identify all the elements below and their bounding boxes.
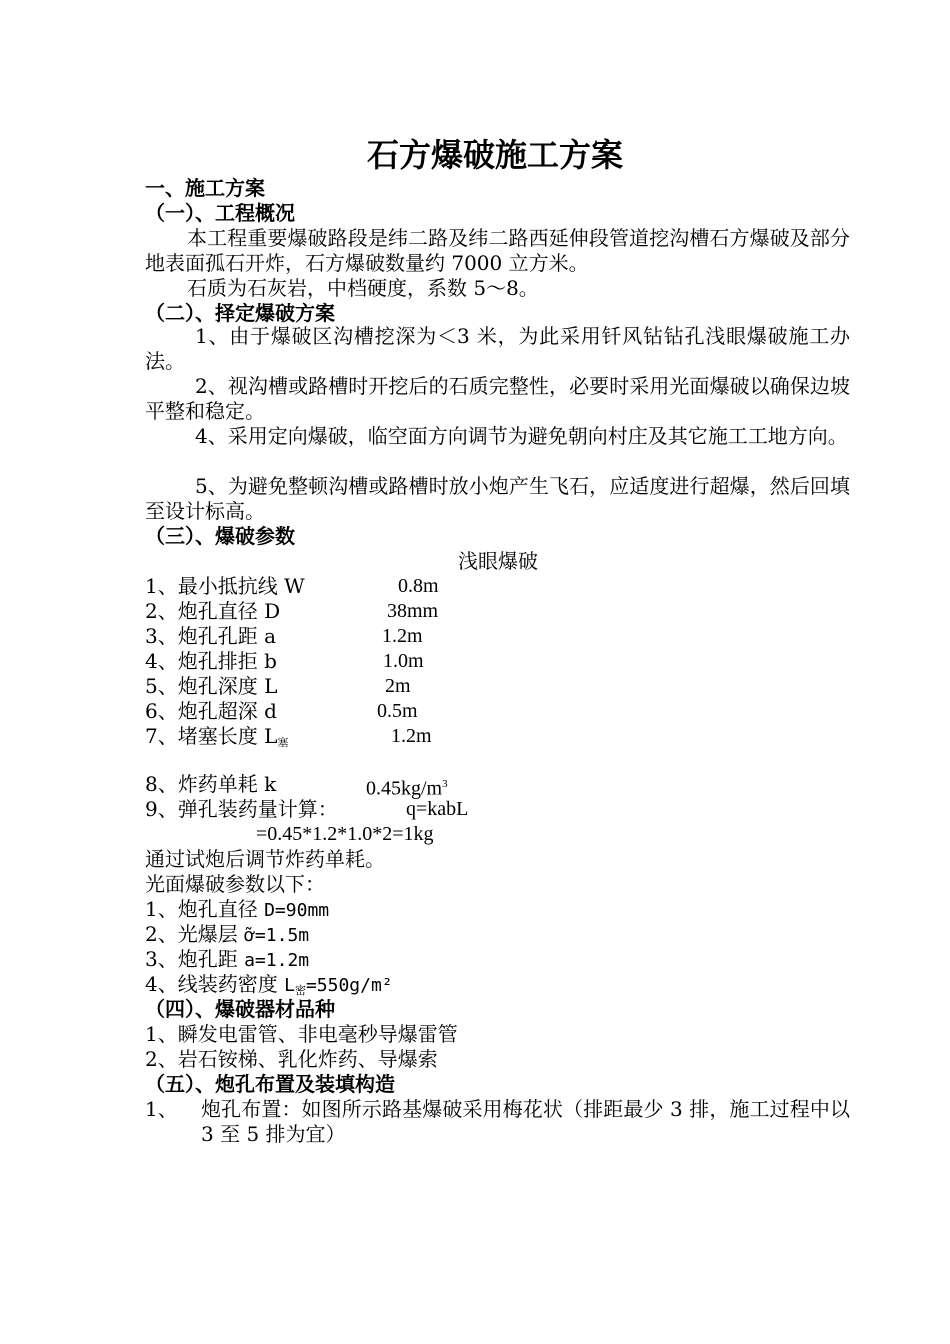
param-label: 4、炮孔排拒 b <box>145 649 277 673</box>
param-value: 1.0m <box>383 650 424 672</box>
smooth-param-value: a=1.2m <box>244 950 310 971</box>
paragraph-rock-type: 石质为石灰岩，中档硬度，系数 5～8。 <box>187 276 539 300</box>
param-value: 0.45kg/m <box>366 777 443 800</box>
paragraph-plan-5: 5、为避免整顿沟槽或路槽时放小炮产生飞石，应适度进行超爆，然后回填至设计标高。 <box>145 474 850 523</box>
paragraph-plan-2: 2、视沟槽或路槽时开挖后的石质完整性，必要时采用光面爆破以确保边坡平整和稳定。 <box>145 374 850 423</box>
param-column-header: 浅眼爆破 <box>458 549 538 573</box>
smooth-param-label: 4、线装药密度 <box>145 972 285 996</box>
material-item: 2、岩石铵梯、乳化炸药、导爆索 <box>145 1047 438 1071</box>
param-value: 38mm <box>387 600 439 622</box>
smooth-param-row <box>145 947 309 973</box>
subsection-heading-overview: （一）、工程概况 <box>145 201 295 225</box>
smooth-param-subscript: 密 <box>294 984 306 997</box>
param-label: 2、炮孔直径 D <box>145 599 281 623</box>
subsection-heading-params: （三）、爆破参数 <box>145 524 295 548</box>
paragraph-hole-layout: 炮孔布置：如图所示路基爆破采用梅花状（排距最少 3 排，施工过程中以 3 至 5 排为宜） <box>201 1097 850 1146</box>
calc-result: =0.45*1.2*1.0*2=1kg <box>256 823 434 845</box>
smooth-param-label: 3、炮孔距 <box>145 947 245 971</box>
paragraph-plan-1: 1、由于爆破区沟槽挖深为＜3 米，为此采用钎风钻钻孔浅眼爆破施工办法。 <box>145 324 850 373</box>
paragraph-overview: 本工程重要爆破路段是纬二路及纬二路西延伸段管道挖沟槽石方爆破及部分地表面孤石开炸，石方爆破数量约 7000 立方米。 <box>145 226 850 275</box>
param-label: 8、炸药单耗 k <box>145 772 277 796</box>
param-label: 6、炮孔超深 d <box>145 699 277 723</box>
param-value: 0.8m <box>398 575 439 597</box>
param-label: 1、最小抵抗线 W <box>145 574 305 598</box>
smooth-param-label: 1、炮孔直径 <box>145 897 265 921</box>
paragraph-plan-4: 4、采用定向爆破，临空面方向调节为避免朝向村庄及其它施工工地方向。 <box>195 424 848 448</box>
param-label: 3、炮孔孔距 a <box>145 624 277 648</box>
section-heading-1: 一、施工方案 <box>145 176 265 200</box>
note-text: 光面爆破参数以下： <box>145 872 325 896</box>
smooth-param-row <box>145 897 329 923</box>
param-value: 1.2m <box>391 725 432 747</box>
param-label: 7、堵塞长度 L <box>145 724 278 748</box>
note-text: 通过试炮后调节炸药单耗。 <box>145 847 385 871</box>
param-label-row-7 <box>145 724 288 755</box>
smooth-param-value: L <box>284 975 295 996</box>
calc-label: 9、弹孔装药量计算： <box>145 797 338 821</box>
param-value: 0.5m <box>377 700 418 722</box>
smooth-param-value-tail: =550g/m² <box>305 975 393 996</box>
subsection-heading-plan: （二）、择定爆破方案 <box>145 301 335 325</box>
subsection-heading-layout: （五）、炮孔布置及装填构造 <box>145 1072 395 1096</box>
material-item: 1、瞬发电雷管、非电毫秒导爆雷管 <box>145 1022 458 1046</box>
smooth-param-value: ỡ=1.5m <box>244 925 310 946</box>
param-value: 1.2m <box>382 625 423 647</box>
param-label: 5、炮孔深度 L <box>145 674 278 698</box>
list-number: 1、 <box>145 1097 178 1121</box>
smooth-param-row <box>145 922 309 948</box>
param-subscript: 塞 <box>277 736 289 749</box>
subsection-heading-materials: （四）、爆破器材品种 <box>145 997 335 1021</box>
param-value: 2m <box>385 675 411 697</box>
smooth-param-label: 2、光爆层 <box>145 922 245 946</box>
unit-superscript: 3 <box>442 778 448 790</box>
smooth-param-value: D=90mm <box>264 900 330 921</box>
document-title: 石方爆破施工方案 <box>366 136 623 174</box>
calc-formula: q=kabL <box>406 798 469 820</box>
